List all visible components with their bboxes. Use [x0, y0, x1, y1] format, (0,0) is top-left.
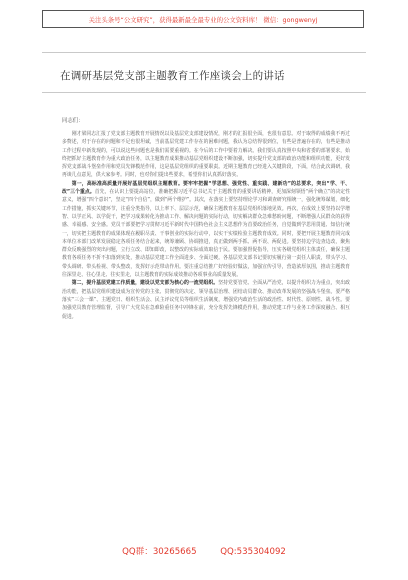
paragraph-lead: 第二，提升基层党建工作质量，建设以党支部为核心的一流党组织。 [71, 280, 219, 287]
promo-banner [42, 10, 364, 28]
top-divider [42, 52, 366, 53]
paragraph-text: 坚持党要管党、全面从严治党，以提升组织力为重点，突出政治功能，把基层党组织建设成为宣传党的主张、贯彻党的决定、领导基层治理、团结动员群众、推动改革发展的坚强战斗堡垒。要严格落实“三会一课”、主题党日、组织生活会、民主评议党员等组织生活制度，增强党内政治生活的政治性、时代性、原则性、战斗性。要加强党员教育管理监督，引导广大党员在急难险重任务中冲锋在前，充分发挥先锋模范作用，推动党建工作与业务工作深度融合、相互促进。 [62, 280, 350, 320]
qq-number: QQ:535304092 [220, 547, 286, 557]
paragraph [62, 130, 350, 180]
paragraph [62, 279, 350, 320]
qq-group: QQ群：30265665 [122, 547, 197, 557]
salutation: 同志们： [62, 118, 84, 124]
promo-banner-text: 关注头条号“公文研究”，获得最新最全最专业的公文资料库！ 微信：gongwenyj [88, 15, 318, 24]
contact-footer [0, 545, 408, 557]
document-body [62, 116, 350, 321]
paragraph-text: 首先，在认识上要提高站位，准确把握习近平总书记关于主题教育的重要讲话精神，更加深刻领悟“两个确立”的决定性意义，增强“四个意识”，坚定“四个自信”，做到“两个维护”。其次，在落实上要坚持理论学习和调查研究相统一，强化统筹谋划，细化工作措施，抓实关键环节，注重分类指导，以上率下、层层示范，确保主题教育在基层党组织落地见效。再次，在成效上要坚持以学增智、以学正风、以学促干，把学习成果转化为推动工作、解决问题的实际行动，切实解决群众急难愁盼问题，不断增强人民群众的获得感、幸福感、安全感。党员干部要把学习贯彻习近平新时代中国特色社会主义思想作为首要政治任务，自觉做到学思用贯通、知信行统一，切实把主题教育的成果体现在履职尽责、干事创业的实际行动中，以实干实绩检验主题教育成效。同时，要把开展主题教育同完成本单位本部门改革发展稳定各项任务结合起来，统筹兼顾、协调推进，真正做到两手抓、两不误、两促进。要坚持边学边查边改，聚焦群众反映强烈的突出问题，立行立改、即知即改，以整改的实际成效取信于民。要加强督促指导，压实各级党组织主体责任，确保主题教育各项任务不折不扣落到实处，推动基层党建工作全面进步、全面过硬。各基层党支部书记要切实履行第一责任人职责，带头学习、带头调研、带头检视、带头整改，发挥好示范带动作用。要注重总结推广好经验好做法，加强宣传引导，营造浓厚氛围，推动主题教育往深里走、往心里走、往实里走，以主题教育的实际成效推动各项事业高质量发展。 [62, 189, 350, 279]
title-divider [42, 92, 366, 93]
paragraph-text: 刚才梁同志汇报了党支部主题教育开展情况以及基层党支部建设情况，刚才的汇报很全面，也很有意思。对于取得的成绩我不再过多赘述，对于存在的问题和不足也很坦诚，当前基层党建工作存在的困难问题，我认为总结得很到位，有些是普遍存在的，有些是推动工作过程中新发现的，可以说这些问题也是我们需要重视的。在今后的工作中要着力解决。我们要认真按照中央和省委的部署要求，始终把抓好主题教育作为重大政治任务，以主题教育成果推动基层党组织建设不断加强，切实提升党支部的政治功能和组织功能，更好发挥党支部战斗堡垒作用和党员先锋模范作用，这是基层党组织的重要职责。近期主题教育已经进入关键阶段，下面，结合此次调研，我再谈几点意见，供大家参考。同时，也对你们提出些要求，希望你们认真抓好落实。 [62, 131, 350, 179]
paragraph [62, 180, 350, 280]
document-title: 在调研基层党支部主题教育工作座谈会上的讲话 [60, 70, 285, 82]
paragraph-lead: 第一，高标准高质量开展好基层党组织主题教育。要牢牢把握“学思想、强党性、重实践、建新功”的总要求，突出“学、干、改”三个重点。 [62, 180, 350, 196]
